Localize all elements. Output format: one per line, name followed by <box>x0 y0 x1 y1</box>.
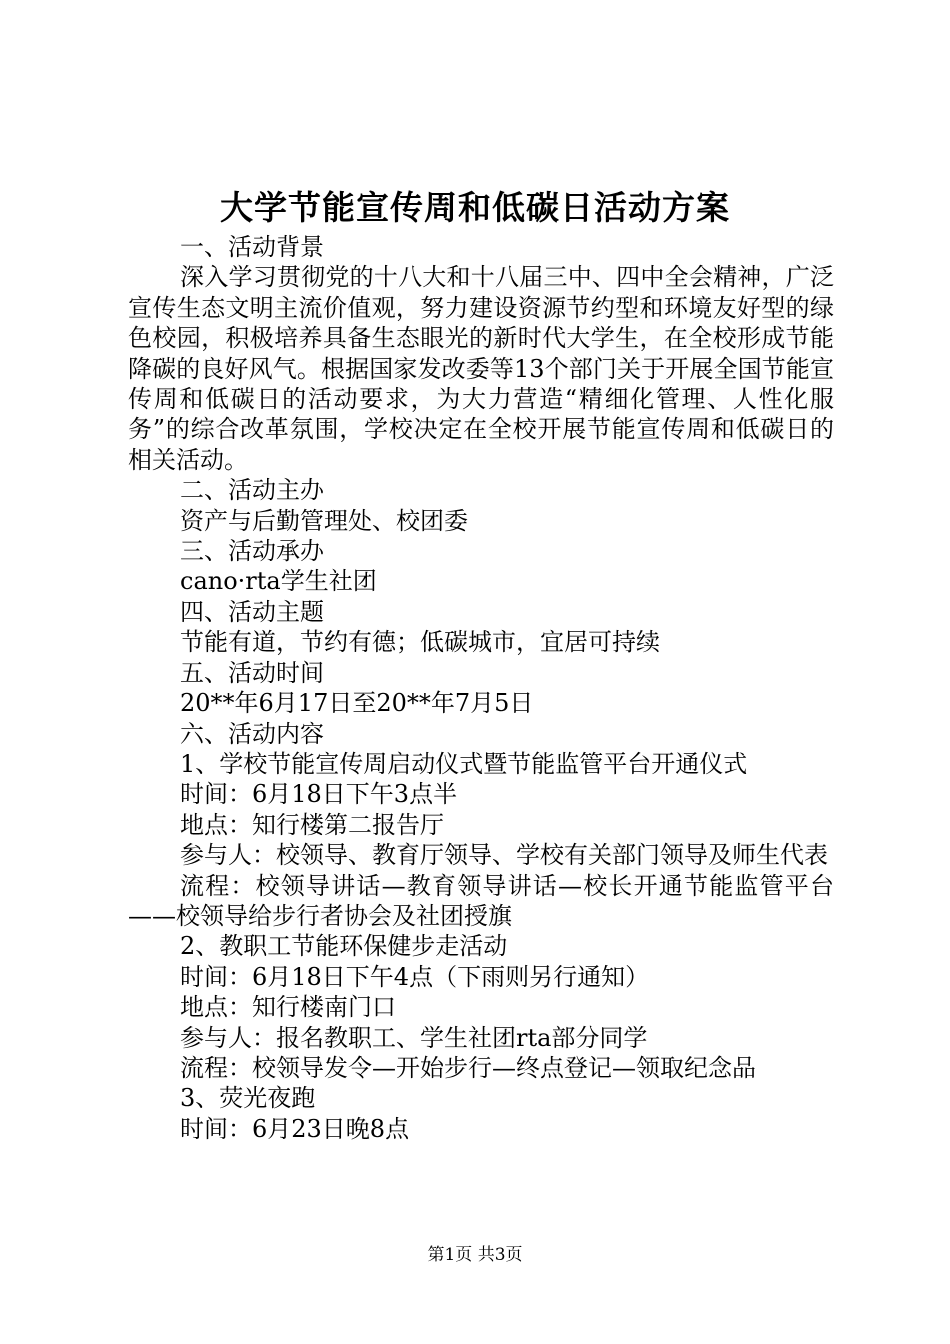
paragraph-text: 节能有道，节约有德；低碳城市，宜居可持续 <box>180 628 660 657</box>
activity-heading: 2、教职工节能环保健步走活动 <box>180 932 508 961</box>
paragraph-background: 深入学习贯彻党的十八大和十八届三中、四中全会精神，广泛宣传生态文明主流价值观，努力建设资源节约型和环境友好型的绿色校园，积极培养具备生态眼光的新时代大学生，在全校形成节能降碳的良好风气。根据国家发改委等13个部门关于开展全国节能宣传周和低碳日的活动要求，为大力营造“精细化管理、人性化服务”的综合改革氛围，学校决定在全校开展节能宣传周和低碳日的相关活动。 <box>128 263 834 474</box>
activity-detail: 时间：6月18日下午3点半 <box>180 780 458 809</box>
paragraph-text: 资产与后勤管理处、校团委 <box>180 506 468 535</box>
activity-heading: 1、学校节能宣传周启动仪式暨节能监管平台开通仪式 <box>180 749 748 778</box>
activity-detail: 参与人：校领导、教育厅领导、学校有关部门领导及师生代表 <box>180 841 828 870</box>
paragraph-text: 20**年6月17日至20**年7月5日 <box>180 689 534 718</box>
activity-detail: 地点：知行楼南门口 <box>180 993 396 1022</box>
activity-detail: 流程：校领导讲话—教育领导讲话—校长开通节能监管平台——校领导给步行者协会及社团授旗 <box>128 871 834 930</box>
activity-heading: 3、荧光夜跑 <box>180 1084 316 1113</box>
section-heading: 六、活动内容 <box>180 719 324 748</box>
document-title: 大学节能宣传周和低碳日活动方案 <box>220 188 730 227</box>
activity-detail: 时间：6月18日下午4点（下雨则另行通知） <box>180 962 650 991</box>
paragraph-text: cano·rta学生社团 <box>180 567 377 596</box>
section-heading: 一、活动背景 <box>180 233 324 261</box>
section-heading: 四、活动主题 <box>180 597 324 626</box>
activity-detail: 地点：知行楼第二报告厅 <box>180 810 444 839</box>
activity-detail: 时间：6月23日晚8点 <box>180 1114 410 1143</box>
page-footer: 第1页 共3页 <box>427 1245 523 1265</box>
section-heading: 二、活动主办 <box>180 476 324 505</box>
section-heading: 五、活动时间 <box>180 658 324 687</box>
document-body <box>128 232 834 1144</box>
activity-detail: 流程：校领导发令—开始步行—终点登记—领取纪念品 <box>180 1053 756 1082</box>
section-heading: 三、活动承办 <box>180 537 324 566</box>
activity-detail: 参与人：报名教职工、学生社团rta部分同学 <box>180 1023 648 1052</box>
